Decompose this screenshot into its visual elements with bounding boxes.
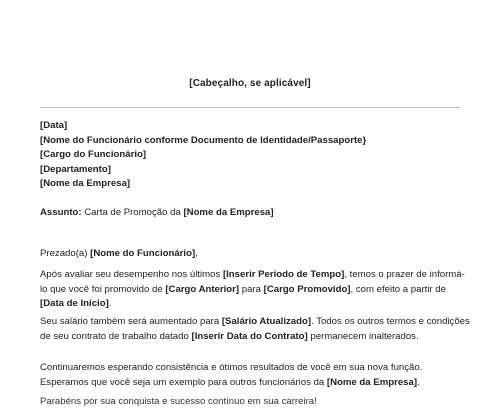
- salutation-prefix: Prezado(a): [40, 248, 88, 259]
- salutation: [40, 247, 470, 262]
- employee-position-placeholder: [Cargo do Funcionário]: [40, 149, 147, 160]
- subject-label: Assunto:: [40, 207, 82, 218]
- contract-date-placeholder: [Inserir Data do Contrato]: [191, 330, 308, 342]
- paragraph-text: . Todos os outros termos e condições de seu contrato de trabalho datado: [40, 316, 470, 342]
- old-position-placeholder: [Cargo Anterior]: [165, 283, 240, 295]
- paragraph-expectations: [40, 361, 470, 390]
- paragraph-text: Após avaliar seu desempenho nos últimos: [40, 269, 221, 280]
- paragraph-text: , temos o prazer de informá-lo que você foi promovido de: [40, 269, 465, 295]
- salary-placeholder: [Salário Atualizado]: [221, 316, 312, 327]
- period-placeholder: [Inserir Período de Tempo]: [222, 269, 345, 280]
- paragraph-text: permanecem inalterados.: [310, 330, 419, 342]
- paragraph-text: .: [417, 376, 420, 388]
- company-name-placeholder: [Nome da Empresa]: [40, 178, 131, 189]
- salutation-suffix: ,: [195, 248, 198, 259]
- paragraph-congratulations: [40, 395, 470, 410]
- subject-text: Carta de Promoção da: [84, 207, 181, 218]
- employee-name-placeholder: [Nome do Funcionário conforme Documento de Identidade/Passaporte}: [40, 134, 367, 146]
- subject-company-placeholder: [Nome da Empresa]: [183, 207, 274, 218]
- paragraph-text: , com efeito a partir de: [350, 283, 446, 295]
- salutation-name-placeholder: [Nome do Funcionário]: [90, 248, 196, 259]
- paragraph-salary: [40, 315, 470, 344]
- start-date-placeholder: [Data de Início]: [40, 298, 109, 309]
- subject-line: [40, 206, 470, 221]
- new-position-placeholder: [Cargo Promovido]: [263, 283, 351, 295]
- recipient-block: [40, 119, 470, 192]
- paragraph-promotion: [40, 268, 470, 312]
- header-divider: [40, 107, 460, 108]
- paragraph-text: Seu salário também será aumentado para: [40, 316, 220, 327]
- paragraph-text: para: [241, 283, 261, 295]
- letter-header: [Cabeçalho, se aplicável]: [189, 78, 311, 89]
- paragraph-text: Continuaremos esperando consistência e ótimos resultados de você em sua nova função. Esperamos que você seja um exemplo para outros funcionários da: [40, 362, 423, 388]
- date-placeholder: [Data]: [40, 120, 68, 131]
- paragraph-text: Parabéns por sua conquista e sucesso contínuo em sua carreira!: [40, 396, 317, 407]
- department-placeholder: [Departamento]: [40, 163, 111, 175]
- company-placeholder: [Nome da Empresa]: [326, 376, 418, 388]
- paragraph-text: .: [108, 298, 112, 309]
